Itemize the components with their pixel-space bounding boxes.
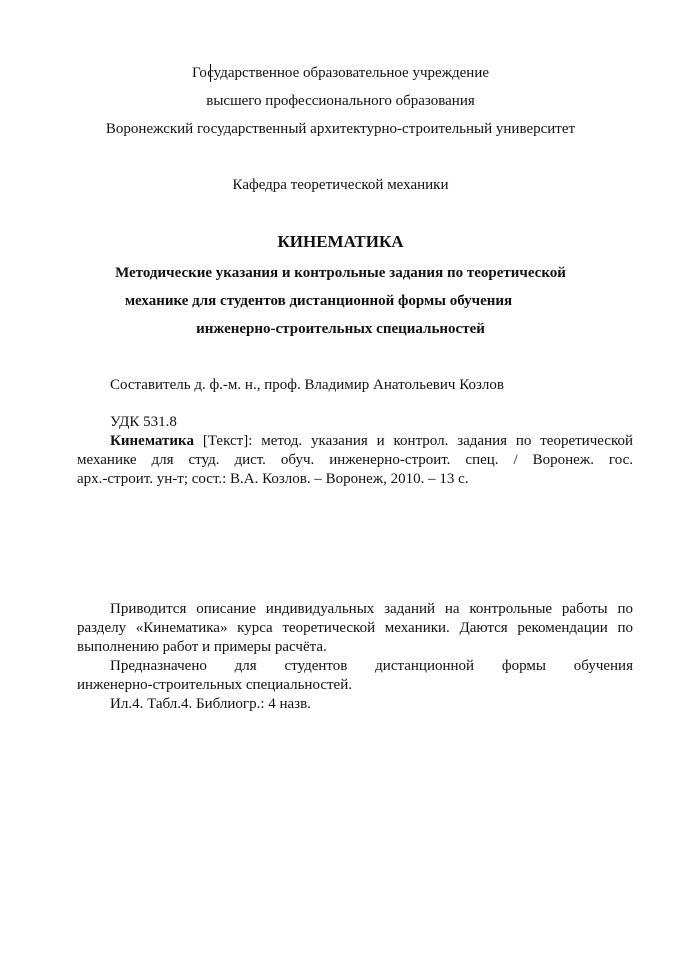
subtitle-line-1: Методические указания и контрольные задания по теоретической: [115, 265, 566, 281]
abstract-p1-line-2: разделу «Кинематика» курса теоретической механики. Даются рекомендации по: [77, 620, 633, 636]
citation-line-3: арх.-строит. ун-т; сост.: В.А. Козлов. – Воронеж, 2010. – 13 с.: [77, 471, 469, 487]
compiler-line: Составитель д. ф.-м. н., проф. Владимир Анатольевич Козлов: [110, 377, 504, 393]
abstract-p2-line-2: инженерно-строительных специальностей.: [77, 677, 352, 693]
subtitle-line-2: механике для студентов дистанционной формы обучения: [124, 293, 513, 309]
udc-code: УДК 531.8: [110, 414, 177, 430]
citation-line-2: механике для студ. дист. обуч. инженерно-строит. спец. / Воронеж. гос.: [77, 452, 633, 468]
department-name: Кафедра теоретической механики: [232, 177, 449, 193]
institution-line-2: высшего профессионального образования: [206, 93, 475, 109]
citation-line-1-rest: [Текст]: метод. указания и контрол. задания по теоретической: [193, 433, 633, 449]
abstract-p1-line-1: Приводится описание индивидуальных заданий на контрольные работы по: [110, 601, 633, 617]
citation-bold-lead: Кинематика: [110, 433, 194, 449]
abstract-p3: Ил.4. Табл.4. Библиогр.: 4 назв.: [110, 696, 311, 712]
abstract-block: [77, 600, 633, 714]
subtitle-line-3: инженерно-строительных специальностей: [196, 321, 485, 337]
institution-line-3: Воронежский государственный архитектурно-строительный университет: [105, 121, 576, 137]
abstract-p1-line-3: выполнению работ и примеры расчёта.: [77, 639, 327, 655]
document-title: КИНЕМАТИКА: [277, 232, 404, 251]
citation-line-1: [77, 432, 633, 451]
citation-block: [77, 432, 633, 489]
institution-line-1: Государственное образовательное учреждение: [191, 65, 490, 81]
abstract-p2-line-1: Предназначено для студентов дистанционной формы обучения: [110, 658, 633, 674]
